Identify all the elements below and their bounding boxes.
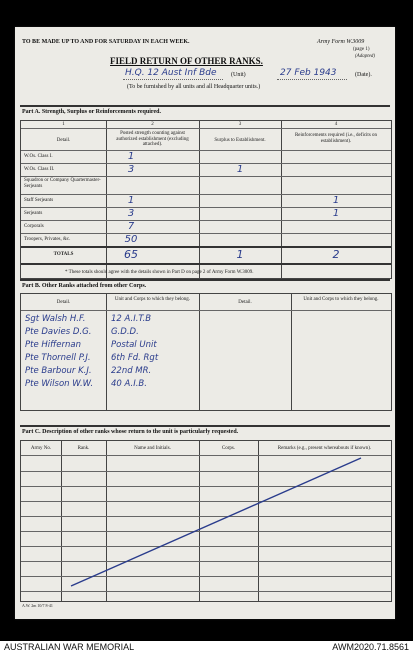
part-b-table	[20, 293, 392, 411]
reinforcement-cell: 1	[332, 208, 340, 219]
army-form-number: Army Form W.3009	[317, 39, 365, 45]
strength-cell: 1	[127, 195, 135, 206]
row-label: W.Os. Class I.	[24, 154, 53, 159]
row-label: Troopers, Privates, &c.	[24, 237, 71, 242]
row-label: Staff Serjeants	[24, 198, 54, 203]
attached-unit: Postal Unit	[111, 340, 157, 350]
c-col-header-name: Name and Initials.	[134, 446, 171, 451]
attached-detail: Pte Thornell P.J.	[25, 353, 91, 363]
attached-unit: 22nd MR.	[111, 366, 152, 376]
b-col-header-unit: Unit and Corps to which they belong.	[114, 297, 191, 302]
form-title: FIELD RETURN OF OTHER RANKS.	[110, 56, 263, 66]
attached-unit: 40 A.I.B.	[111, 379, 147, 389]
part-a-heading: Part A. Strength, Surplus or Reinforcements required.	[22, 109, 161, 115]
surplus-cell: 1	[236, 164, 244, 175]
c-col-header-army-no: Army No.	[30, 446, 52, 451]
footer-accession-number: AWM2020.71.8561	[332, 642, 409, 652]
part-c-heading: Part C. Description of other ranks whose return to the unit is particularly requested.	[22, 429, 239, 435]
strength-cell: 3	[127, 208, 135, 219]
footer-institution: AUSTRALIAN WAR MEMORIAL	[4, 642, 135, 652]
totals-note: * These totals should agree with the details shown in Part D on page 2 of Army Form W.3009.	[65, 270, 254, 275]
c-col-header-rank: Rank.	[77, 446, 90, 451]
part-a-table: 1 2 3 4 Detail. Posted strength counting against authorized establishment (excluding attached). Surplus to Establishment. Reinforcements required (i.e., deficits on establishment). W.Os. Class I. 1 W.Os. Class II. 3 1 Squadron or Company Quartermaster-Serjeants Staff Serjeants 1 1 Serjeants 3 1 Corporals 7 Troopers, Privates, &c. 50 TOTALS 65 1 2	[20, 120, 392, 279]
strength-cell: 50	[124, 234, 138, 245]
attached-detail: Pte Hiffernan	[25, 340, 81, 350]
strength-cell: 7	[127, 221, 135, 232]
row-label: Corporals	[24, 224, 44, 229]
part-c-table	[20, 440, 392, 602]
adapted-label: (Adapted)	[355, 54, 375, 59]
attached-unit: 6th Fd. Rgt	[111, 353, 159, 363]
b-col-header-detail: Detail.	[56, 300, 71, 305]
strength-cell: 3	[127, 164, 135, 175]
row-label: Squadron or Company Quartermaster-Serjeants	[24, 178, 101, 189]
page-label: (page 1)	[353, 47, 370, 52]
total-strength: 65	[124, 248, 138, 261]
col-header-detail: Detail.	[56, 138, 71, 143]
attached-detail: Pte Barbour K.J.	[25, 366, 92, 376]
unit-label: (Unit)	[231, 72, 246, 78]
b-col-header-unit-2: Unit and Corps to which they belong.	[303, 297, 379, 302]
c-col-header-corps: Corps.	[221, 446, 236, 451]
attached-unit: 12 A.I.T.B	[111, 314, 152, 324]
date-handwritten: 27 Feb 1943	[280, 68, 337, 78]
row-label: W.Os. Class II.	[24, 167, 55, 172]
col-header-reinforcements: Reinforcements required (i.e., deficits on establishment).	[294, 133, 378, 144]
strength-cell: 1	[127, 151, 135, 162]
date-label: (Date).	[355, 72, 372, 78]
header-instruction: TO BE MADE UP TO AND FOR SATURDAY IN EACH WEEK.	[22, 39, 190, 45]
attached-detail: Sgt Walsh H.F.	[25, 314, 86, 324]
document-sheet	[15, 27, 395, 619]
attached-detail: Pte Davies D.G.	[25, 327, 92, 337]
footer-bar	[0, 641, 413, 653]
reinforcement-cell: 1	[332, 195, 340, 206]
row-label: Serjeants	[24, 211, 43, 216]
attached-detail: Pte Wilson W.W.	[25, 379, 94, 389]
total-surplus: 1	[236, 248, 244, 261]
print-code: A.W. 2m 10/7 8-41	[22, 603, 53, 608]
col-header-posted-strength: Posted strength counting against authorized establishment (excluding attached).	[116, 131, 189, 147]
unit-handwritten: H.Q. 12 Aust Inf Bde	[125, 68, 217, 78]
totals-label: TOTALS	[53, 252, 74, 257]
form-subtitle: (To be furnished by all units and all Headquarter units.)	[127, 84, 261, 90]
total-reinforcements: 2	[332, 248, 340, 261]
b-col-header-detail-2: Detail.	[238, 300, 252, 305]
attached-unit: G.D.D.	[111, 327, 139, 337]
strike-through-line	[21, 441, 391, 601]
part-b-heading: Part B. Other Ranks attached from other Corps.	[22, 283, 147, 289]
c-col-header-remarks: Remarks (e.g., present whereabouts if known).	[277, 446, 372, 451]
col-header-surplus: Surplus to Establishment.	[214, 138, 266, 143]
